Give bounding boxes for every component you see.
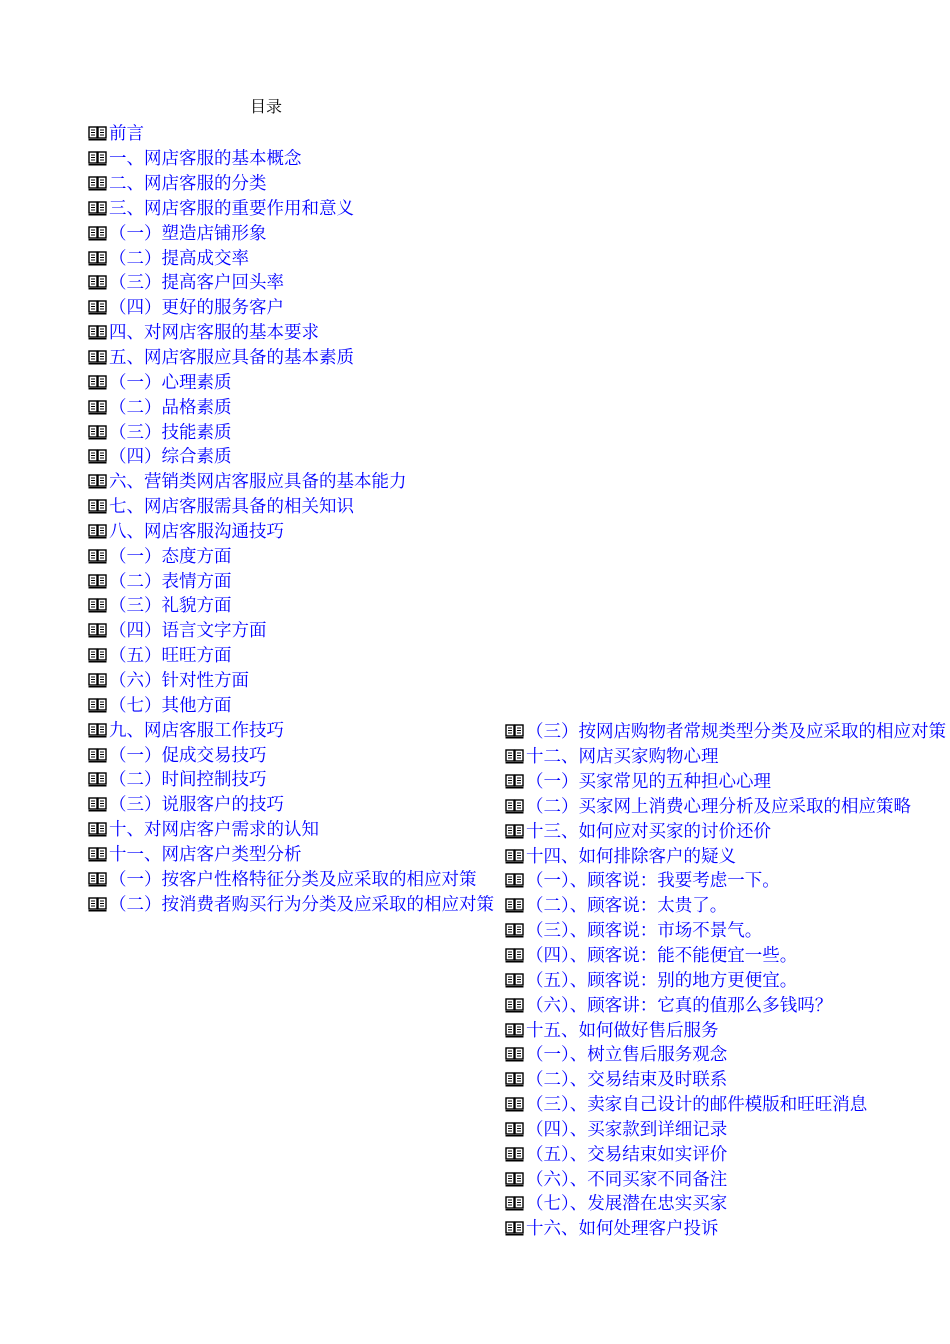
book-icon — [88, 251, 107, 267]
book-icon — [505, 1023, 524, 1039]
book-icon — [505, 898, 524, 914]
toc-item — [88, 147, 494, 172]
book-icon — [88, 126, 107, 142]
toc-item — [505, 1217, 946, 1242]
toc-link[interactable]: （二）买家网上消费心理分析及应采取的相应策略 — [526, 796, 911, 817]
toc-item — [88, 172, 494, 197]
toc-link[interactable]: （一）按客户性格特征分类及应采取的相应对策 — [109, 869, 477, 890]
toc-item — [505, 1068, 946, 1093]
toc-link[interactable]: 前言 — [109, 124, 144, 145]
book-icon — [88, 275, 107, 291]
book-icon — [505, 824, 524, 840]
book-icon — [88, 574, 107, 590]
toc-link[interactable]: 十六、如何处理客户投诉 — [526, 1219, 719, 1240]
toc-item — [88, 420, 494, 445]
toc-item — [505, 944, 946, 969]
toc-link[interactable]: （三）技能素质 — [109, 422, 232, 443]
book-icon — [88, 822, 107, 838]
book-icon — [505, 1047, 524, 1063]
toc-item — [88, 370, 494, 395]
toc-item — [88, 644, 494, 669]
book-icon — [505, 998, 524, 1014]
toc-title: 目录 — [250, 97, 283, 116]
toc-item — [88, 867, 494, 892]
toc-link[interactable]: （二）按消费者购买行为分类及应采取的相应对策 — [109, 894, 494, 915]
toc-item — [88, 544, 494, 569]
book-icon — [88, 897, 107, 913]
toc-item — [505, 819, 946, 844]
book-icon — [88, 375, 107, 391]
toc-link[interactable]: （三）按网店购物者常规类型分类及应采取的相应对策 — [526, 722, 946, 743]
book-icon — [88, 226, 107, 242]
toc-item — [505, 1018, 946, 1043]
book-icon — [88, 723, 107, 739]
toc-item — [88, 768, 494, 793]
book-icon — [505, 973, 524, 989]
toc-item — [88, 321, 494, 346]
toc-item — [88, 221, 494, 246]
toc-link[interactable]: （一）塑造店铺形象 — [109, 223, 267, 244]
toc-item — [88, 842, 494, 867]
toc-link[interactable]: （四）更好的服务客户 — [109, 298, 284, 319]
book-icon — [505, 948, 524, 964]
book-icon — [88, 748, 107, 764]
book-icon — [88, 797, 107, 813]
toc-link[interactable]: 八、网店客服沟通技巧 — [109, 521, 284, 542]
book-icon — [505, 1097, 524, 1113]
book-icon — [505, 1221, 524, 1237]
toc-item — [88, 346, 494, 371]
toc-link[interactable]: 十二、网店买家购物心理 — [526, 747, 719, 768]
toc-item — [88, 271, 494, 296]
toc-item — [505, 919, 946, 944]
toc-link[interactable]: （二）提高成交率 — [109, 248, 249, 269]
toc-item — [505, 968, 946, 993]
book-icon — [88, 499, 107, 515]
toc-item — [88, 693, 494, 718]
toc-link[interactable]: （三）礼貌方面 — [109, 596, 232, 617]
book-icon — [505, 923, 524, 939]
book-icon — [88, 300, 107, 316]
book-icon — [505, 724, 524, 740]
book-icon — [505, 1196, 524, 1212]
toc-link[interactable]: 九、网店客服工作技巧 — [109, 720, 284, 741]
toc-item — [505, 770, 946, 795]
book-icon — [88, 648, 107, 664]
toc-link[interactable]: （七）其他方面 — [109, 695, 232, 716]
toc-item — [88, 395, 494, 420]
toc-link[interactable]: （一）买家常见的五种担心心理 — [526, 772, 771, 793]
toc-item — [88, 619, 494, 644]
toc-link[interactable]: （五）、交易结束如实评价 — [526, 1144, 728, 1165]
toc-link[interactable]: （二）表情方面 — [109, 571, 232, 592]
toc-link[interactable]: （四）语言文字方面 — [109, 621, 267, 642]
toc-link[interactable]: 三、网店客服的重要作用和意义 — [109, 198, 354, 219]
toc-item — [88, 197, 494, 222]
toc-link[interactable]: （四）、买家款到详细记录 — [526, 1119, 728, 1140]
toc-item — [505, 1043, 946, 1068]
toc-link[interactable]: （一）促成交易技巧 — [109, 745, 267, 766]
toc-link[interactable]: （二）、交易结束及时联系 — [526, 1070, 728, 1091]
toc-link[interactable]: （一）、顾客说：我要考虑一下。 — [526, 871, 780, 892]
toc-column-left — [88, 122, 494, 917]
toc-link[interactable]: （七）、发展潜在忠实买家 — [526, 1194, 728, 1215]
toc-link[interactable]: （五）、顾客说：别的地方更便宜。 — [526, 970, 798, 991]
toc-item — [88, 495, 494, 520]
toc-link[interactable]: 十五、如何做好售后服务 — [526, 1020, 719, 1041]
toc-item — [505, 1167, 946, 1192]
book-icon — [88, 872, 107, 888]
book-icon — [88, 524, 107, 540]
book-icon — [505, 1147, 524, 1163]
book-icon — [88, 673, 107, 689]
toc-item — [505, 869, 946, 894]
toc-link[interactable]: （三）提高客户回头率 — [109, 273, 284, 294]
toc-item — [88, 569, 494, 594]
toc-item — [505, 1192, 946, 1217]
book-icon — [505, 1122, 524, 1138]
book-icon — [505, 749, 524, 765]
toc-link[interactable]: 十、对网店客户需求的认知 — [109, 820, 319, 841]
toc-link[interactable]: （二）时间控制技巧 — [109, 770, 267, 791]
toc-link[interactable]: 十四、如何排除客户的疑义 — [526, 846, 736, 867]
book-icon — [88, 176, 107, 192]
book-icon — [88, 425, 107, 441]
toc-link[interactable]: 二、网店客服的分类 — [109, 174, 267, 195]
toc-link[interactable]: （二）品格素质 — [109, 397, 232, 418]
toc-item — [505, 894, 946, 919]
toc-link[interactable]: （五）旺旺方面 — [109, 646, 232, 667]
toc-item — [88, 470, 494, 495]
book-icon — [505, 873, 524, 889]
book-icon — [88, 847, 107, 863]
toc-item — [505, 795, 946, 820]
book-icon — [505, 1072, 524, 1088]
toc-link[interactable]: 七、网店客服需具备的相关知识 — [109, 497, 354, 518]
toc-link[interactable]: （三）、顾客说：市场不景气。 — [526, 921, 763, 942]
toc-link[interactable]: （一）态度方面 — [109, 546, 232, 567]
book-icon — [88, 201, 107, 217]
toc-item — [88, 743, 494, 768]
toc-link[interactable]: 十三、如何应对买家的讨价还价 — [526, 821, 771, 842]
book-icon — [88, 151, 107, 167]
toc-item — [505, 1118, 946, 1143]
book-icon — [88, 474, 107, 490]
book-icon — [88, 400, 107, 416]
book-icon — [88, 325, 107, 341]
toc-column-right — [505, 720, 946, 1242]
toc-item — [88, 892, 494, 917]
book-icon — [505, 774, 524, 790]
book-icon — [88, 350, 107, 366]
toc-link[interactable]: （四）、顾客说：能不能便宜一些。 — [526, 946, 798, 967]
book-icon — [88, 623, 107, 639]
toc-link[interactable]: （一）心理素质 — [109, 372, 232, 393]
toc-link[interactable]: 四、对网店客服的基本要求 — [109, 323, 319, 344]
toc-link[interactable]: （六）、顾客讲：它真的值那么多钱吗？ — [526, 995, 833, 1016]
toc-item — [505, 844, 946, 869]
toc-item — [505, 745, 946, 770]
book-icon — [88, 772, 107, 788]
toc-link[interactable]: 十一、网店客户类型分析 — [109, 844, 302, 865]
toc-item — [88, 818, 494, 843]
toc-link[interactable]: （四）综合素质 — [109, 447, 232, 468]
toc-link[interactable]: （三）说服客户的技巧 — [109, 795, 284, 816]
toc-item — [88, 296, 494, 321]
book-icon — [88, 698, 107, 714]
toc-link[interactable]: （六）针对性方面 — [109, 670, 249, 691]
book-icon — [505, 1172, 524, 1188]
toc-item — [88, 718, 494, 743]
book-icon — [88, 549, 107, 565]
toc-item — [88, 669, 494, 694]
toc-item — [88, 793, 494, 818]
toc-item — [88, 246, 494, 271]
toc-item — [505, 1093, 946, 1118]
toc-item — [505, 993, 946, 1018]
toc-item — [505, 1142, 946, 1167]
toc-item — [88, 445, 494, 470]
toc-item — [88, 594, 494, 619]
toc-item — [505, 720, 946, 745]
toc-link[interactable]: （六）、不同买家不同备注 — [526, 1169, 728, 1190]
book-icon — [88, 449, 107, 465]
toc-item — [88, 122, 494, 147]
book-icon — [505, 849, 524, 865]
book-icon — [88, 598, 107, 614]
toc-link[interactable]: （一）、树立售后服务观念 — [526, 1045, 728, 1066]
book-icon — [505, 799, 524, 815]
toc-link[interactable]: （三）、卖家自己设计的邮件模版和旺旺消息 — [526, 1095, 868, 1116]
toc-link[interactable]: 六、营销类网店客服应具备的基本能力 — [109, 472, 407, 493]
toc-link[interactable]: 五、网店客服应具备的基本素质 — [109, 348, 354, 369]
toc-link[interactable]: （二）、顾客说：太贵了。 — [526, 896, 728, 917]
toc-link[interactable]: 一、网店客服的基本概念 — [109, 149, 302, 170]
toc-item — [88, 520, 494, 545]
